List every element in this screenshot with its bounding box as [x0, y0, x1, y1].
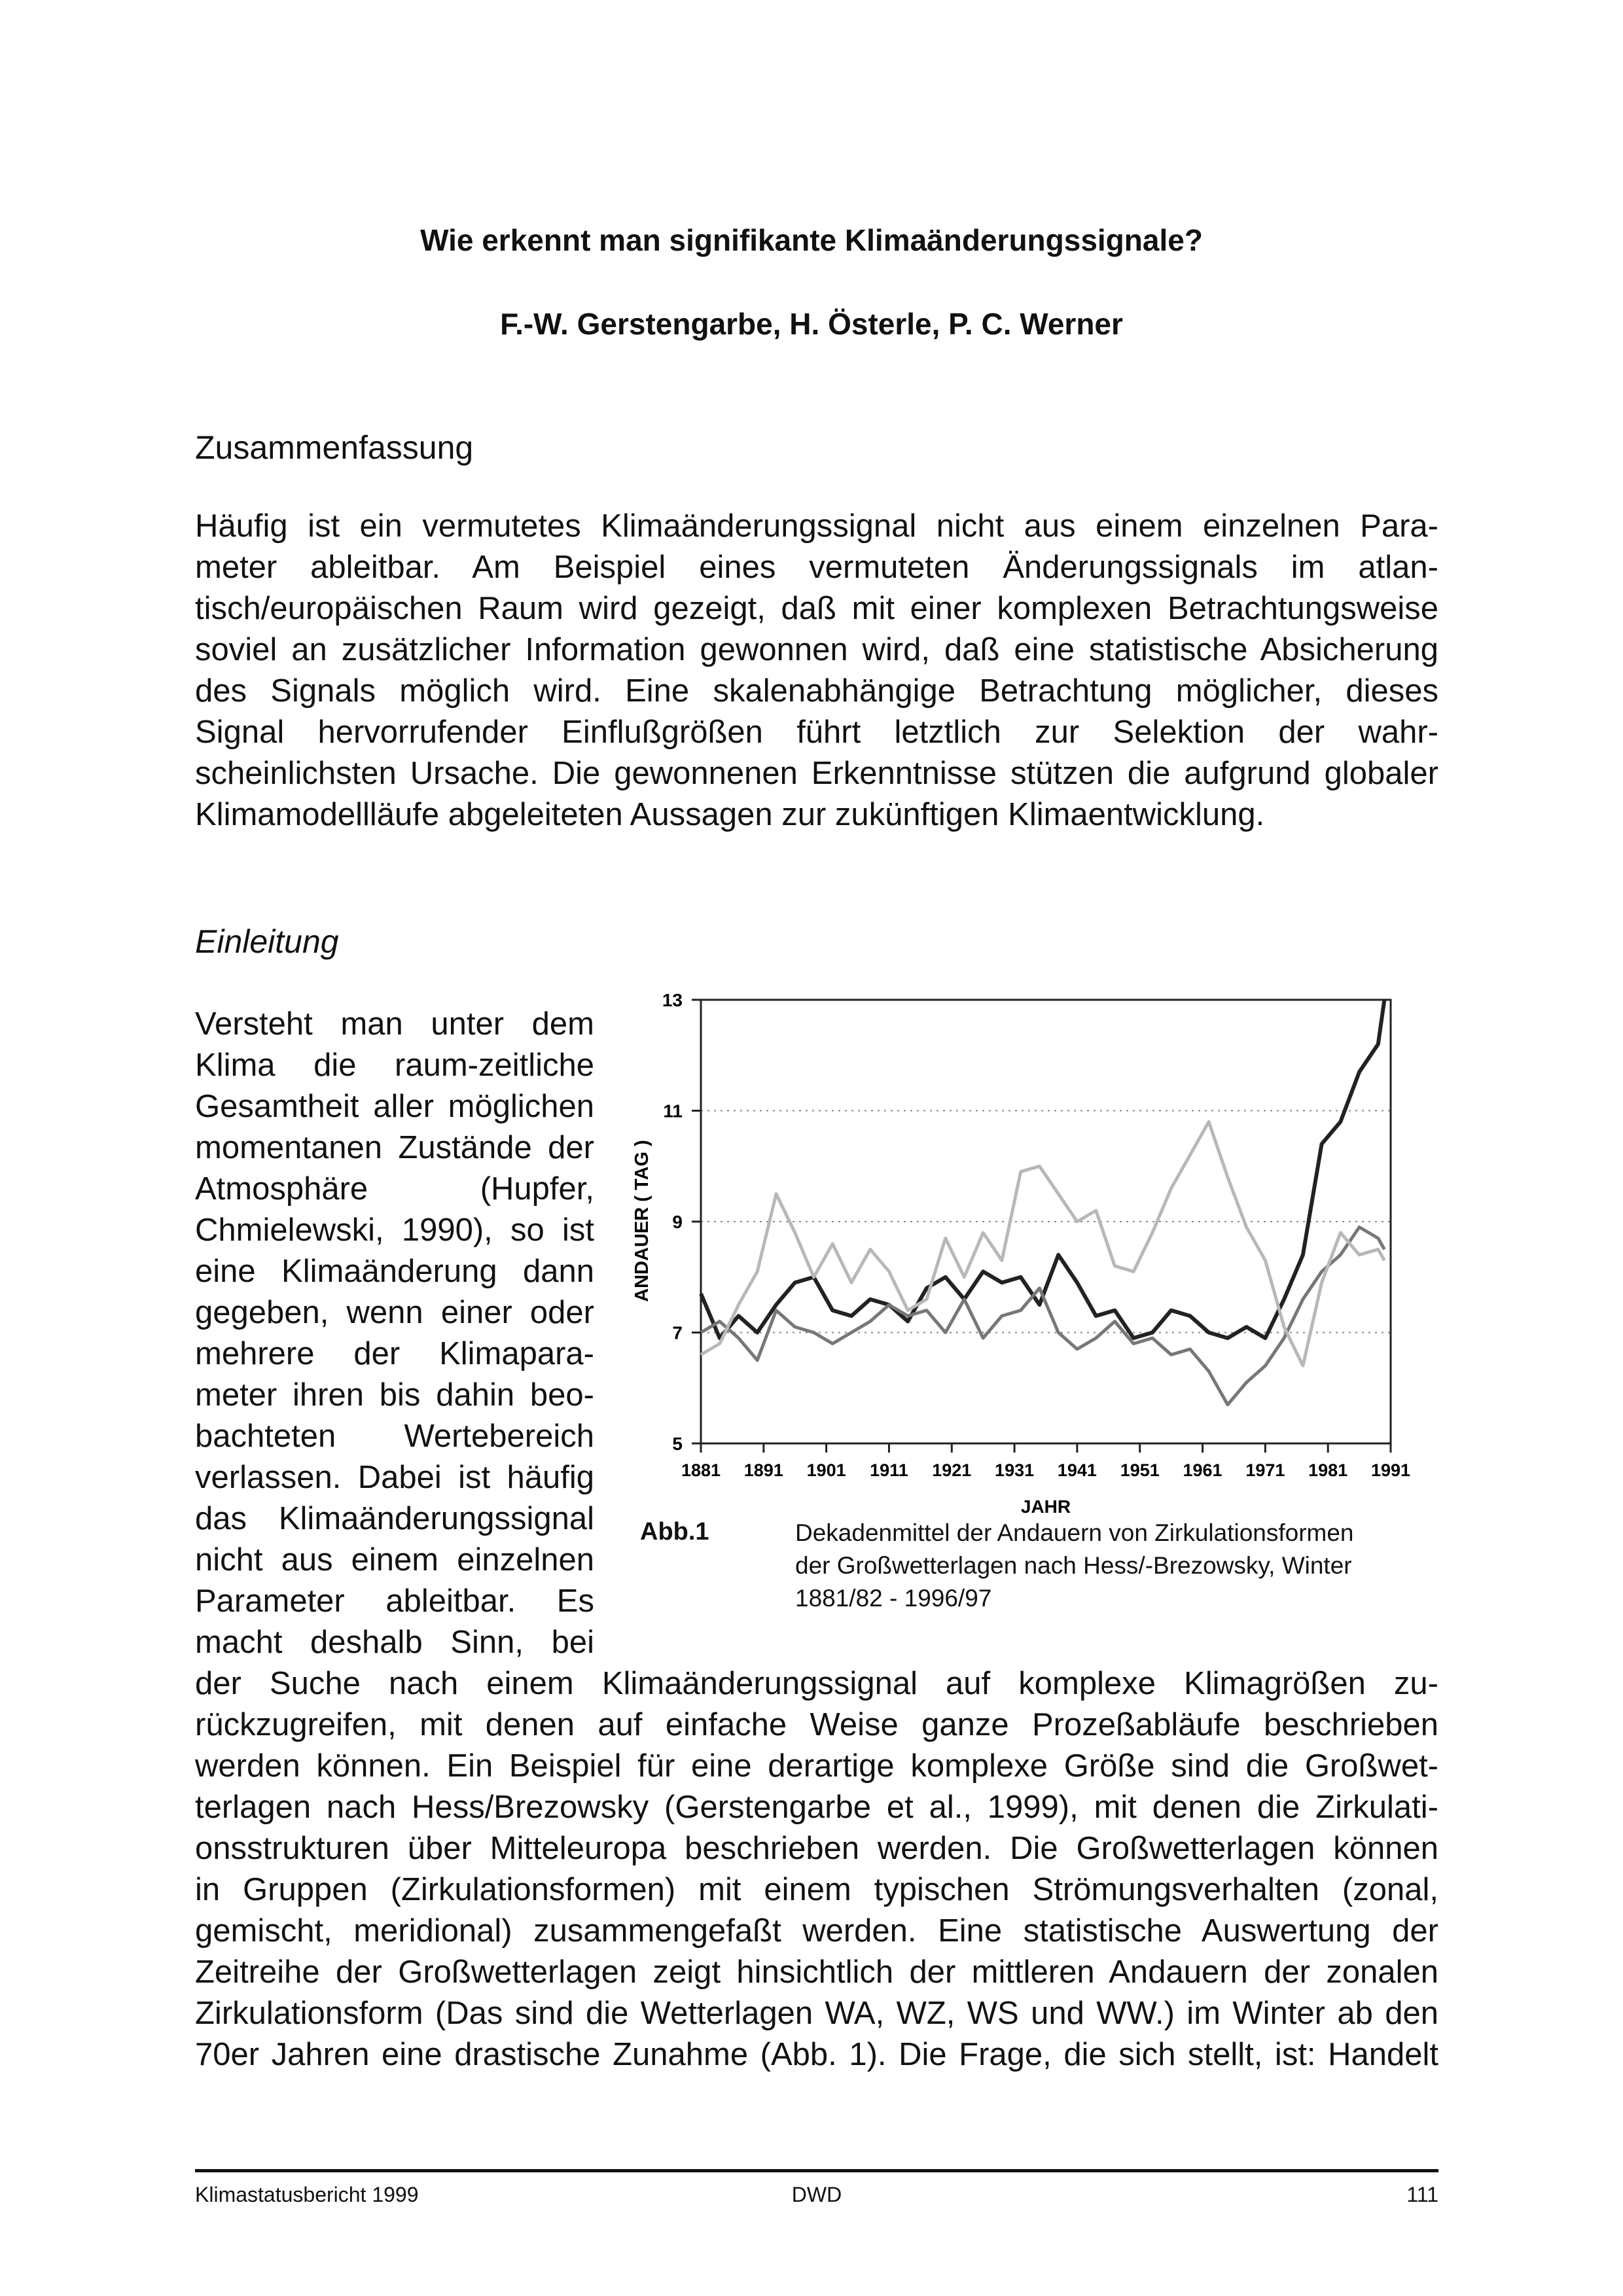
intro-column-text: [195, 1004, 594, 1663]
caption-line: der Großwetterlagen nach Hess/-Brezowsky, Winter: [795, 1552, 1352, 1579]
figure-label: Abb.1: [640, 1518, 709, 1545]
summary-line: tisch/europäischen Raum wird gezeigt, daß mit einer komplexen Betrachtungsweise: [195, 591, 1438, 626]
intro-full-line: 70er Jahren eine drastische Zunahme (Abb. 1). Die Frage, die sich stellt, ist: Handelt: [195, 2037, 1438, 2072]
plot-frame: [701, 1000, 1391, 1443]
y-tick-label: 13: [662, 990, 683, 1010]
intro-line: meter ihren bis dahin beo-: [195, 1377, 594, 1413]
x-tick-label: 1881: [681, 1460, 721, 1480]
intro-line: verlassen. Dabei ist häufig: [195, 1460, 594, 1495]
x-tick-label: 1951: [1120, 1460, 1160, 1480]
x-tick-label: 1921: [932, 1460, 972, 1480]
y-tick-label: 9: [672, 1212, 683, 1232]
intro-full-line: rückzugreifen, mit denen auf einfache Weise ganze Prozeßabläufe beschrieben: [195, 1707, 1438, 1742]
summary-line: Klimamodellläufe abgeleiteten Aussagen zur zukünftigen Klimaentwicklung.: [195, 797, 1265, 832]
andauer-line-chart: [615, 981, 1440, 1531]
x-tick-label: 1891: [743, 1460, 783, 1480]
intro-line: eine Klimaänderung dann: [195, 1254, 594, 1289]
intro-line: das Klimaänderungssignal: [195, 1501, 594, 1536]
intro-line: Gesamtheit aller möglichen: [195, 1089, 594, 1124]
page-number: 111: [1406, 2183, 1438, 2206]
intro-full-line: der Suche nach einem Klimaänderungssignal auf komplexe Klimagrößen zu-: [195, 1666, 1438, 1701]
y-axis-label: ANDAUER ( TAG ): [632, 1140, 652, 1302]
intro-full-line: terlagen nach Hess/Brezowsky (Gerstengarbe et al., 1999), mit denen die Zirkulati-: [195, 1790, 1438, 1825]
summary-line: Signal hervorrufender Einflußgrößen führt letztlich zur Selektion der wahr-: [195, 715, 1438, 750]
paper-authors: F.-W. Gerstengarbe, H. Österle, P. C. Werner: [500, 307, 1123, 341]
intro-full-line: onsstrukturen über Mitteleuropa beschrieben werden. Die Großwetterlagen können: [195, 1831, 1438, 1866]
intro-line: bachteten Wertebereich: [195, 1419, 594, 1454]
intro-full-line: Zeitreihe der Großwetterlagen zeigt hinsichtlich der mittleren Andauern der zonalen: [195, 1954, 1438, 1990]
x-axis-ticks: [681, 1443, 1410, 1480]
intro-line: Versteht man unter dem: [195, 1006, 594, 1042]
intro-line: Parameter ableitbar. Es: [195, 1583, 594, 1619]
intro-line: gegeben, wenn einer oder: [195, 1295, 594, 1330]
intro-line: Atmosphäre (Hupfer,: [195, 1171, 594, 1207]
y-axis-ticks: [662, 990, 701, 1454]
caption-line: Dekadenmittel der Andauern von Zirkulationsformen: [795, 1519, 1354, 1546]
x-tick-label: 1911: [870, 1460, 908, 1480]
intro-heading: Einleitung: [195, 923, 339, 960]
x-axis-label: JAHR: [1020, 1496, 1071, 1517]
x-tick-label: 1931: [995, 1460, 1035, 1480]
footer-rule: [195, 2169, 1438, 2172]
intro-line: momentanen Zustände der: [195, 1130, 594, 1165]
intro-line: macht deshalb Sinn, bei: [195, 1625, 594, 1660]
figure-caption: [795, 1517, 1354, 1615]
x-tick-label: 1941: [1057, 1460, 1097, 1480]
summary-paragraph: [195, 506, 1438, 836]
intro-line: mehrere der Klimapara-: [195, 1336, 594, 1371]
chart-series: [701, 1000, 1384, 1405]
summary-line: Häufig ist ein vermutetes Klimaänderungssignal nicht aus einem einzelnen Para-: [195, 508, 1438, 544]
intro-line: nicht aus einem einzelnen: [195, 1542, 594, 1578]
x-tick-label: 1981: [1308, 1460, 1348, 1480]
intro-full-line: werden können. Ein Beispiel für eine derartige komplexe Größe sind die Großwet-: [195, 1748, 1438, 1784]
summary-heading: Zusammenfassung: [195, 429, 474, 466]
y-tick-label: 7: [672, 1322, 683, 1343]
summary-line: meter ableitbar. Am Beispiel eines vermuteten Änderungssignals im atlan-: [195, 550, 1438, 585]
y-tick-label: 5: [672, 1434, 683, 1454]
paper-title: Wie erkennt man signifikante Klimaänderungssignale?: [420, 223, 1203, 257]
footer-center: DWD: [791, 2183, 842, 2206]
intro-line: Klima die raum-zeitliche: [195, 1048, 594, 1083]
summary-line: soviel an zusätzlicher Information gewonnen wird, daß eine statistische Absicherung: [195, 632, 1438, 667]
summary-line: scheinlichsten Ursache. Die gewonnenen Erkenntnisse stützen die aufgrund globaler: [195, 756, 1438, 791]
x-tick-label: 1971: [1245, 1460, 1285, 1480]
summary-line: des Signals möglich wird. Eine skalenabhängige Betrachtung möglicher, dieses: [195, 673, 1438, 709]
x-tick-label: 1991: [1370, 1460, 1411, 1480]
intro-full-text: [195, 1663, 1438, 2075]
x-tick-label: 1961: [1183, 1460, 1222, 1480]
footer-left: Klimastatusbericht 1999: [195, 2183, 419, 2206]
intro-full-line: gemischt, meridional) zusammengefaßt werden. Eine statistische Auswertung der: [195, 1913, 1438, 1949]
x-tick-label: 1901: [806, 1460, 846, 1480]
intro-full-line: Zirkulationsform (Das sind die Wetterlagen WA, WZ, WS und WW.) im Winter ab den: [195, 1996, 1438, 2031]
intro-full-line: in Gruppen (Zirkulationsformen) mit einem typischen Strömungsverhalten (zonal,: [195, 1872, 1438, 1907]
y-tick-label: 11: [663, 1101, 683, 1122]
caption-line: 1881/82 - 1996/97: [795, 1585, 992, 1612]
intro-line: Chmielewski, 1990), so ist: [195, 1212, 594, 1248]
